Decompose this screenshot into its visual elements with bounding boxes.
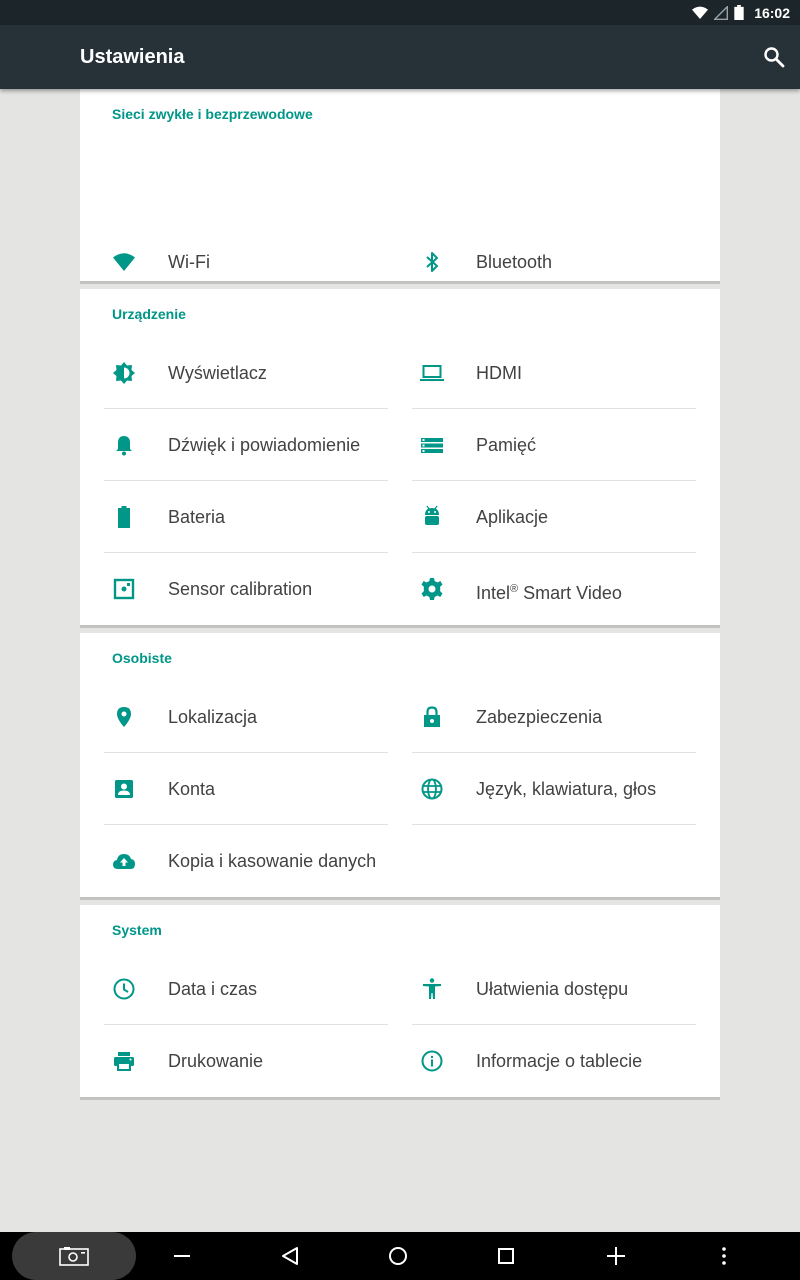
storage-icon xyxy=(420,433,444,457)
clock-icon xyxy=(112,977,136,1001)
section-header: Sieci zwykłe i bezprzewodowe xyxy=(112,106,313,122)
laptop-icon xyxy=(420,361,444,385)
accessibility-icon xyxy=(420,977,444,1001)
settings-item-label: Drukowanie xyxy=(168,1051,264,1071)
home-icon xyxy=(388,1246,408,1266)
minus-button[interactable] xyxy=(166,1232,198,1280)
screenshot-button[interactable] xyxy=(12,1232,136,1280)
navigation-bar xyxy=(0,1232,800,1280)
wifi-signal-icon xyxy=(692,6,708,20)
settings-item-storage[interactable] xyxy=(412,409,696,481)
info-icon xyxy=(420,1049,444,1073)
brightness-icon xyxy=(112,361,136,385)
settings-item-label: Lokalizacja xyxy=(168,707,258,727)
label-part: Intel xyxy=(476,583,511,603)
home-button[interactable] xyxy=(382,1232,414,1280)
search-icon[interactable] xyxy=(762,45,786,69)
cloud-upload-icon xyxy=(112,849,136,873)
android-icon xyxy=(420,505,444,529)
screenshot-icon xyxy=(59,1246,89,1266)
settings-item-printing[interactable] xyxy=(104,1025,388,1097)
section-personal xyxy=(80,633,720,897)
section-system xyxy=(80,905,720,1097)
settings-item-label: Data i czas xyxy=(168,979,258,999)
bell-icon xyxy=(112,433,136,457)
section-device xyxy=(80,289,720,625)
bluetooth-icon xyxy=(420,250,444,274)
settings-item-label: Pamięć xyxy=(476,435,537,455)
settings-item-battery[interactable] xyxy=(104,481,388,553)
wifi-icon xyxy=(112,250,136,274)
settings-item-label xyxy=(476,553,622,629)
location-icon xyxy=(112,705,136,729)
label-part: Smart Video xyxy=(518,583,622,603)
settings-item-wifi[interactable] xyxy=(104,226,388,298)
print-icon xyxy=(112,1049,136,1073)
gear-icon xyxy=(420,577,444,601)
lock-icon xyxy=(420,705,444,729)
settings-item-accounts[interactable] xyxy=(104,753,388,825)
settings-item-label: Bateria xyxy=(168,507,226,527)
settings-item-language[interactable] xyxy=(412,753,696,825)
settings-item-label: Dźwięk i powiadomienie xyxy=(168,435,361,455)
battery-status-icon xyxy=(734,5,744,20)
back-icon xyxy=(281,1246,299,1266)
settings-item-label: Informacje o tablecie xyxy=(476,1051,643,1071)
settings-item-display[interactable] xyxy=(104,337,388,409)
section-wireless-networks xyxy=(80,89,720,281)
settings-item-bluetooth[interactable] xyxy=(412,226,696,298)
settings-item-label: Język, klawiatura, głos xyxy=(476,779,657,799)
settings-item-sensor-calibration[interactable] xyxy=(104,553,388,625)
page-title: Ustawienia xyxy=(80,46,185,68)
settings-item-label: Sensor calibration xyxy=(168,579,313,599)
settings-item-label: Zabezpieczenia xyxy=(476,707,603,727)
settings-item-backup-reset[interactable] xyxy=(104,825,388,897)
settings-item-sound[interactable] xyxy=(104,409,388,481)
settings-item-about-tablet[interactable] xyxy=(412,1025,696,1097)
overflow-icon xyxy=(721,1246,727,1266)
cell-signal-icon xyxy=(714,6,728,20)
section-header: Urządzenie xyxy=(112,306,186,322)
settings-item-hdmi[interactable] xyxy=(412,337,696,409)
status-time: 16:02 xyxy=(754,4,790,21)
recents-icon xyxy=(497,1247,515,1265)
settings-item-apps[interactable] xyxy=(412,481,696,553)
overflow-menu-button[interactable] xyxy=(708,1232,740,1280)
app-bar xyxy=(0,25,800,89)
plus-icon xyxy=(606,1246,626,1266)
recents-button[interactable] xyxy=(490,1232,522,1280)
battery-icon xyxy=(112,505,136,529)
settings-item-label: Bluetooth xyxy=(476,252,553,272)
settings-item-intel-smart-video[interactable] xyxy=(412,553,696,625)
settings-item-label: HDMI xyxy=(476,363,522,383)
settings-item-security[interactable] xyxy=(412,681,696,753)
settings-item-label: Kopia i kasowanie danych xyxy=(168,851,377,871)
settings-item-accessibility[interactable] xyxy=(412,953,696,1025)
account-icon xyxy=(112,777,136,801)
sensor-icon xyxy=(112,577,136,601)
minus-icon xyxy=(173,1247,191,1265)
plus-button[interactable] xyxy=(600,1232,632,1280)
section-header: System xyxy=(112,922,162,938)
status-bar xyxy=(0,0,800,25)
settings-item-label: Konta xyxy=(168,779,216,799)
registered-mark: ® xyxy=(510,583,519,595)
divider xyxy=(412,824,696,825)
globe-icon xyxy=(420,777,444,801)
settings-item-date-time[interactable] xyxy=(104,953,388,1025)
settings-item-label: Wi-Fi xyxy=(168,252,210,272)
settings-item-label: Aplikacje xyxy=(476,507,549,527)
settings-item-location[interactable] xyxy=(104,681,388,753)
settings-item-label: Ułatwienia dostępu xyxy=(476,979,629,999)
settings-item-label: Wyświetlacz xyxy=(168,363,267,383)
back-button[interactable] xyxy=(274,1232,306,1280)
section-header: Osobiste xyxy=(112,650,172,666)
